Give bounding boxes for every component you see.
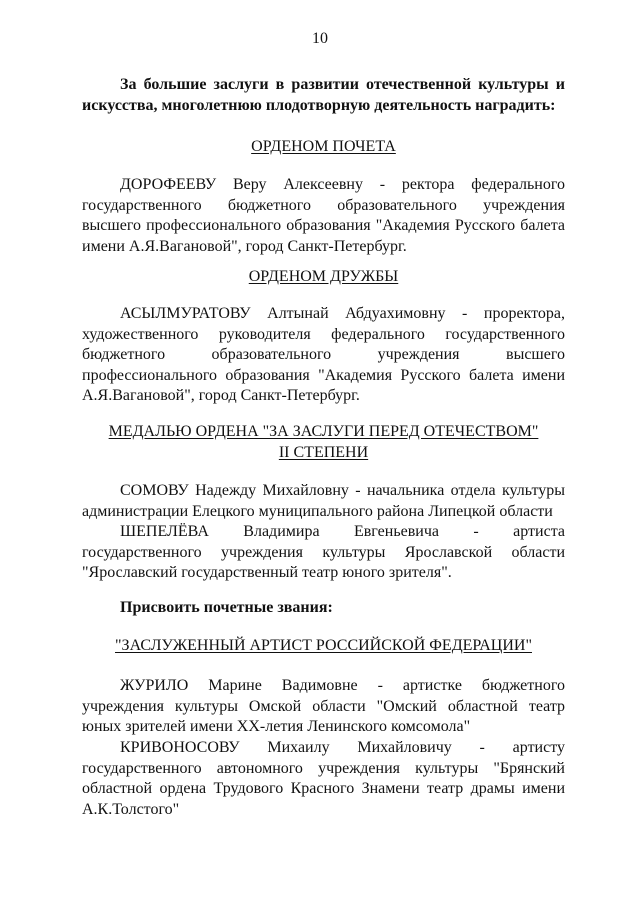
entry-line: А.Я.Вагановой", город Санкт-Петербург.	[82, 387, 360, 404]
entry-line: АСЫЛМУРАТОВУ Алтынай Абдуахимовну - проректора,	[120, 305, 565, 322]
titles-intro	[82, 598, 565, 619]
entry-line: учреждения культуры Омской области "Омский областной театр	[82, 697, 565, 715]
award-heading: ОРДЕНОМ ПОЧЕТА	[251, 138, 396, 155]
award-heading-line: II СТЕПЕНИ	[278, 443, 369, 461]
award-entry	[82, 481, 565, 522]
title-entry	[82, 738, 565, 820]
award-entry	[82, 522, 565, 584]
page-number: 10	[312, 30, 328, 47]
entry-line: государственного бюджетного образовательного учреждения	[82, 196, 565, 214]
entry-line: бюджетного образовательного учреждения высшего	[82, 346, 565, 363]
entry-line: А.К.Толстого"	[82, 800, 180, 818]
award-entry	[82, 304, 565, 407]
titles-intro-line: Присвоить почетные звания:	[120, 599, 333, 616]
entry-line: высшего профессионального образования "Академия Русского балета	[82, 217, 565, 234]
title-heading: "ЗАСЛУЖЕННЫЙ АРТИСТ РОССИЙСКОЙ ФЕДЕРАЦИИ"	[115, 637, 532, 654]
entry-line: ЖУРИЛО Марине Вадимовне - артистке бюджетного	[120, 677, 565, 694]
entry-line: КРИВОНОСОВУ Михаилу Михайловичу - артисту	[120, 739, 565, 756]
entry-line: государственного автономного учреждения культуры "Брянский	[82, 759, 565, 777]
intro-line: За большие заслуги в развитии отечественной культуры и	[120, 76, 565, 93]
entry-line: "Ярославский государственный театр юного зрителя".	[82, 564, 452, 581]
entry-line: профессионального образования "Академия Русского балета имени	[82, 366, 565, 384]
entry-line: имени А.Я.Вагановой", город Санкт-Петербург.	[82, 237, 407, 255]
intro-paragraph	[82, 75, 565, 116]
entry-line: СОМОВУ Надежду Михайловну - начальника отдела культуры	[120, 482, 565, 499]
entry-line: художественного руководителя федерального государственного	[82, 325, 565, 343]
title-entry	[82, 676, 565, 738]
award-heading-line: МЕДАЛЬЮ ОРДЕНА "ЗА ЗАСЛУГИ ПЕРЕД ОТЕЧЕСТВОМ"	[108, 423, 539, 440]
entry-line: администрации Елецкого муниципального района Липецкой области	[82, 502, 553, 520]
entry-line: ДОРОФЕЕВУ Веру Алексеевну - ректора федерального	[120, 176, 565, 193]
entry-line: ШЕПЕЛЁВА Владимира Евгеньевича - артиста	[120, 523, 565, 540]
entry-line: юных зрителей имени XX-летия Ленинского комсомола"	[82, 718, 471, 735]
award-heading	[82, 422, 565, 463]
award-heading: ОРДЕНОМ ДРУЖБЫ	[248, 268, 399, 285]
entry-line: областной ордена Трудового Красного Знамени театр драмы имени	[82, 780, 565, 797]
entry-line: государственного учреждения культуры Ярославской области	[82, 543, 565, 561]
award-entry	[82, 175, 565, 257]
intro-line: искусства, многолетнюю плодотворную деятельность наградить:	[82, 96, 556, 114]
